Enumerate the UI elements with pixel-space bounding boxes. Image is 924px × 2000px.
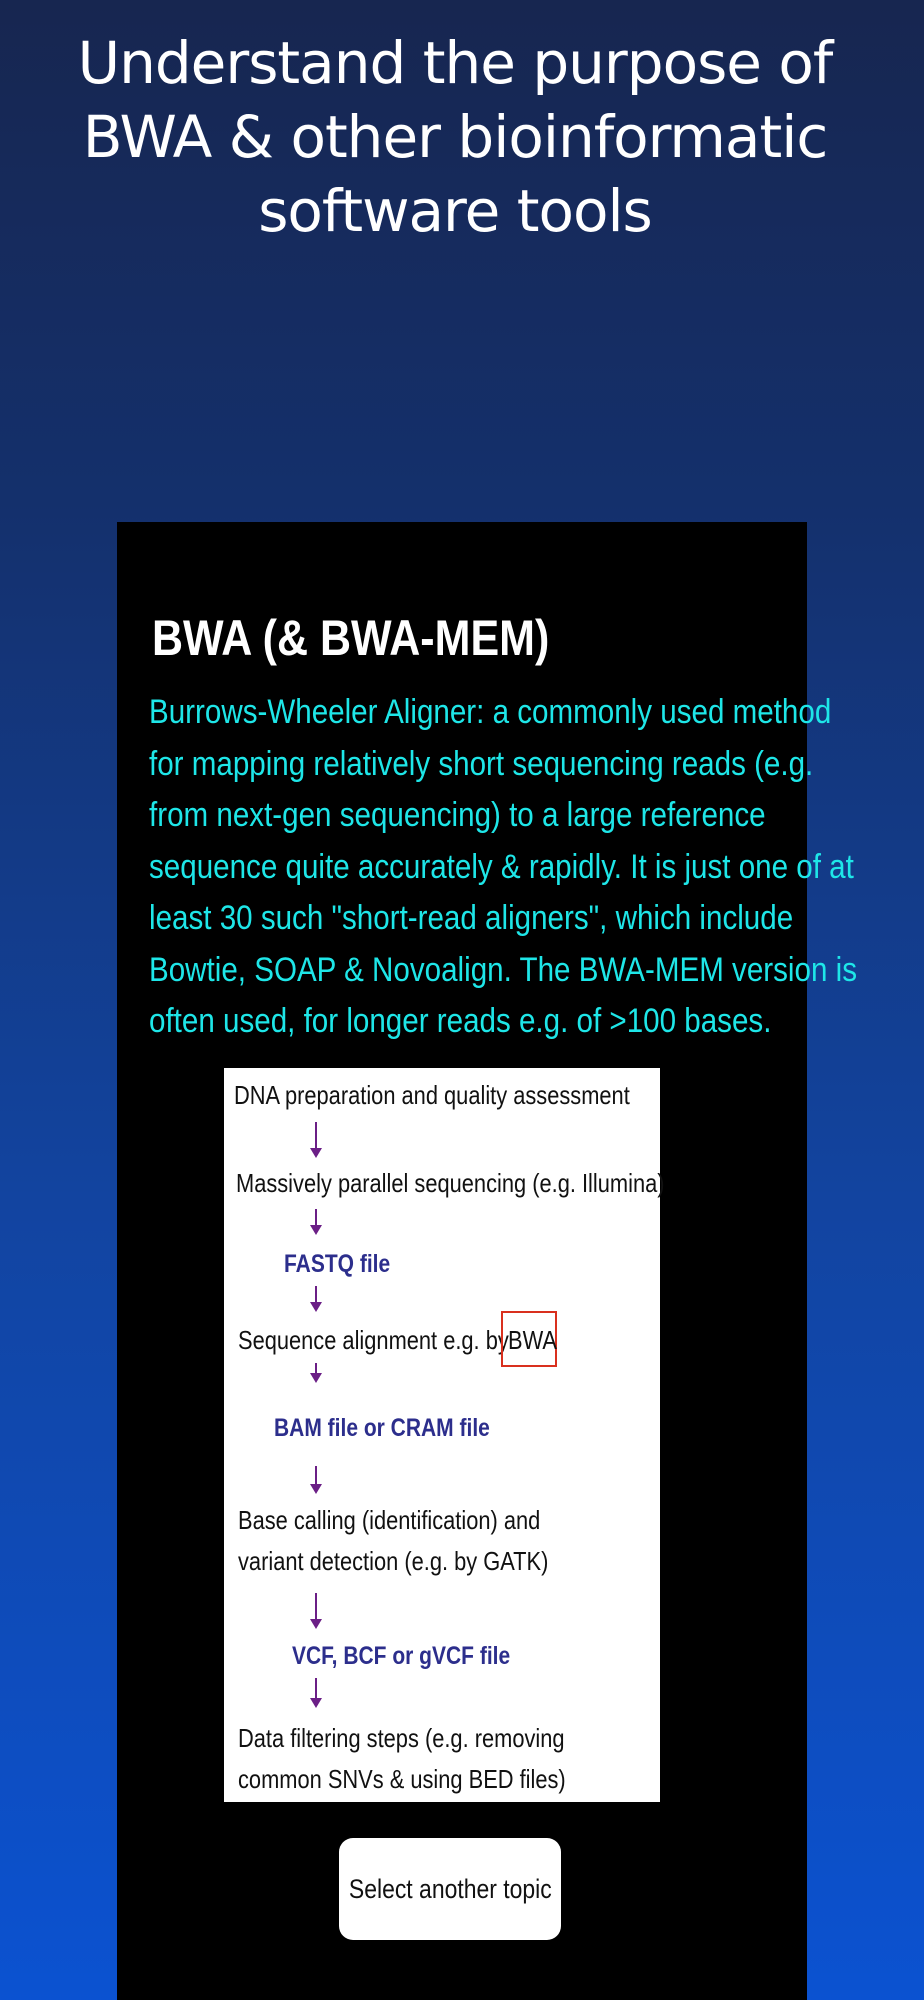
topic-heading: BWA (& BWA-MEM) [152, 610, 550, 666]
select-another-topic-label: Select another topic [348, 1873, 552, 1904]
description-line: Burrows-Wheeler Aligner: a commonly used method [149, 693, 832, 731]
workflow-file-vcf: VCF, BCF or gVCF file [292, 1642, 511, 1670]
page-title-line: BWA & other bioinformatic [82, 103, 828, 171]
workflow-step-alignment: Sequence alignment e.g. by [238, 1325, 509, 1355]
workflow-step-filter-line: Data filtering steps (e.g. removing [238, 1723, 565, 1753]
select-another-topic-button[interactable] [339, 1838, 561, 1940]
description-line: Bowtie, SOAP & Novoalign. The BWA-MEM version is [149, 950, 857, 989]
workflow-arrow [315, 1209, 317, 1233]
page-title [60, 26, 850, 248]
workflow-arrow [315, 1466, 317, 1492]
workflow-alignment-tool: BWA [508, 1325, 557, 1355]
page-title-line: Understand the purpose of [77, 29, 833, 97]
workflow-step-dna: DNA preparation and quality assessment [234, 1080, 630, 1110]
workflow-arrow [315, 1678, 317, 1706]
workflow-file-fastq: FASTQ file [284, 1250, 391, 1278]
topic-description [149, 687, 857, 1048]
description-line: often used, for longer reads e.g. of >100 bases. [149, 1002, 772, 1040]
workflow-arrow [315, 1286, 317, 1310]
description-line: sequence quite accurately & rapidly. It is just one of at [149, 847, 854, 886]
description-line: for mapping relatively short sequencing reads (e.g. [149, 744, 814, 783]
workflow-arrow [315, 1122, 317, 1156]
page-title-line: software tools [258, 177, 652, 245]
workflow-step-calling-line: variant detection (e.g. by GATK) [238, 1546, 549, 1576]
workflow-arrow [315, 1363, 317, 1381]
workflow-step-calling-line: Base calling (identification) and [238, 1505, 541, 1535]
workflow-file-bam: BAM file or CRAM file [274, 1414, 490, 1442]
topic-card [117, 522, 857, 2000]
workflow-arrow [315, 1593, 317, 1627]
workflow-diagram [224, 1068, 665, 1802]
workflow-step-filter-line: common SNVs & using BED files) [238, 1764, 566, 1794]
description-line: from next-gen sequencing) to a large reference [149, 796, 766, 834]
workflow-step-sequencing: Massively parallel sequencing (e.g. Illumina) [236, 1168, 665, 1198]
description-line: least 30 such "short-read aligners", which include [149, 899, 794, 937]
